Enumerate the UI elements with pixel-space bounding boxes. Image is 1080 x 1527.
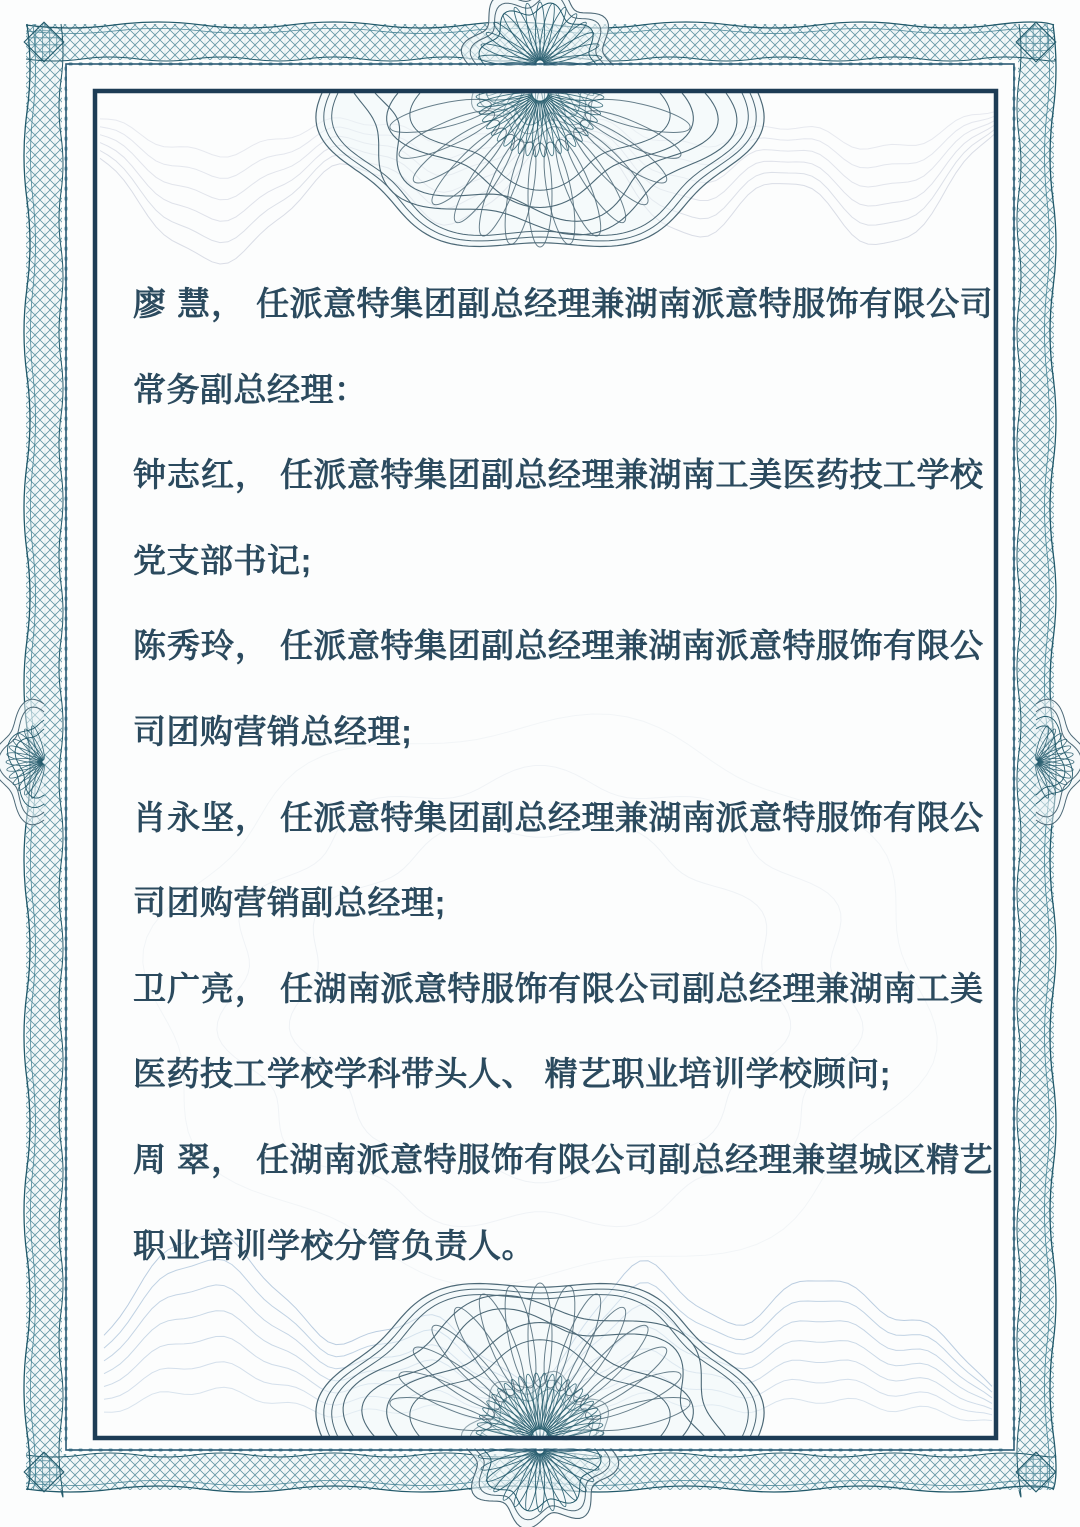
appointment-text: 任派意特集团副总经理兼湖南派意特服饰有限公	[280, 627, 984, 665]
appointment-line	[133, 1203, 978, 1289]
appointment-text: 任湖南派意特服饰有限公司副总经理兼望城区精艺	[256, 1140, 994, 1178]
appointment-line	[133, 518, 978, 604]
appointment-text: 司团购营销副总经理;	[133, 884, 446, 922]
appointment-line	[133, 946, 984, 1032]
appointment-line	[133, 1031, 978, 1117]
appointment-text: 任派意特集团副总经理兼湖南工美医药技工学校	[280, 456, 984, 494]
appointment-line	[133, 603, 984, 689]
appointment-line	[133, 347, 978, 433]
appointment-line	[133, 689, 978, 775]
appointment-text-block	[133, 261, 994, 1288]
appointment-line	[133, 1117, 994, 1203]
appointment-line	[133, 261, 994, 347]
appointment-text: 任派意特集团副总经理兼湖南派意特服饰有限公司	[256, 285, 994, 322]
person-name: 肖永坚，	[133, 798, 269, 836]
appointment-text: 任派意特集团副总经理兼湖南派意特服饰有限公	[280, 798, 984, 836]
appointment-line	[133, 432, 984, 518]
appointment-text: 常务副总经理：	[133, 370, 368, 408]
appointment-text: 任湖南派意特服饰有限公司副总经理兼湖南工美	[280, 969, 984, 1007]
appointment-line	[133, 775, 984, 861]
appointment-text: 司团购营销总经理;	[133, 712, 413, 750]
person-name: 周 翠，	[133, 1140, 246, 1178]
appointment-text: 职业培训学校分管负责人。	[133, 1226, 535, 1264]
person-name: 陈秀玲，	[133, 627, 269, 665]
appointment-line	[133, 860, 978, 946]
appointment-text: 党支部书记;	[133, 541, 312, 579]
person-name: 卫广亮，	[133, 969, 269, 1007]
person-name: 廖 慧，	[133, 285, 246, 322]
appointment-text: 医药技工学校学科带头人、 精艺职业培训学校顾问;	[133, 1055, 892, 1093]
person-name: 钟志红，	[133, 456, 269, 494]
